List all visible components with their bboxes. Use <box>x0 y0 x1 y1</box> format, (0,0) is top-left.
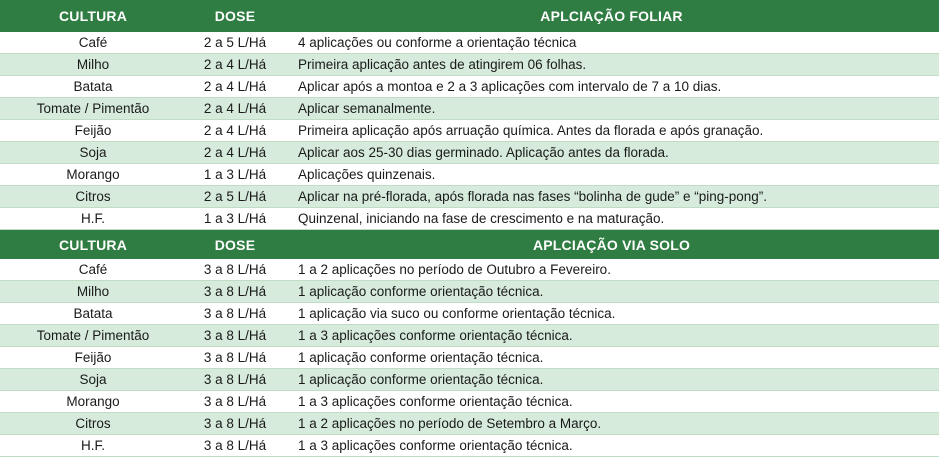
table-row <box>0 281 939 303</box>
cultura-cell: H.F. <box>0 208 186 230</box>
aplicacao-cell: Primeira aplicação antes de atingirem 06 folhas. <box>284 54 939 76</box>
cultura-cell: Citros <box>0 186 186 208</box>
table-row <box>0 391 939 413</box>
cultura-cell: Citros <box>0 413 186 435</box>
table-row <box>0 347 939 369</box>
table-row <box>0 32 939 54</box>
dose-cell: 3 a 8 L/Há <box>186 413 284 435</box>
table-row <box>0 142 939 164</box>
dose-cell: 2 a 4 L/Há <box>186 76 284 98</box>
header-dose: DOSE <box>214 236 256 253</box>
cultura-cell: Soja <box>0 142 186 164</box>
dose-cell: 3 a 8 L/Há <box>186 369 284 391</box>
cultura-cell: Tomate / Pimentão <box>0 98 186 120</box>
aplicacao-cell: 1 a 3 aplicações conforme orientação técnica. <box>284 325 939 347</box>
aplicacao-cell: Aplicar aos 25-30 dias germinado. Aplicação antes da florada. <box>284 142 939 164</box>
header-dose: DOSE <box>214 8 256 24</box>
cultura-cell: Tomate / Pimentão <box>0 325 186 347</box>
aplicacao-cell: Aplicar após a montoa e 2 a 3 aplicações com intervalo de 7 a 10 dias. <box>284 76 939 98</box>
cultura-cell: Morango <box>0 391 186 413</box>
dose-cell: 3 a 8 L/Há <box>186 435 284 457</box>
header-aplicacao-solo: APLCIAÇÃO VIA SOLO <box>532 236 691 253</box>
aplicacao-cell: 1 aplicação via suco ou conforme orientação técnica. <box>284 303 939 325</box>
aplicacao-cell: 1 aplicação conforme orientação técnica. <box>284 369 939 391</box>
table-row <box>0 76 939 98</box>
aplicacao-cell: 1 a 3 aplicações conforme orientação técnica. <box>284 435 939 457</box>
dose-cell: 3 a 8 L/Há <box>186 281 284 303</box>
aplicacao-cell: Primeira aplicação após arruação química. Antes da florada e após granação. <box>284 120 939 142</box>
table-row <box>0 259 939 281</box>
aplicacao-cell: 1 a 2 aplicações no período de Outubro a Fevereiro. <box>284 259 939 281</box>
aplicacao-cell: Aplicar semanalmente. <box>284 98 939 120</box>
aplicacao-cell: Aplicações quinzenais. <box>284 164 939 186</box>
table-row <box>0 120 939 142</box>
table-row <box>0 164 939 186</box>
cultura-cell: Café <box>0 32 186 54</box>
table-row <box>0 186 939 208</box>
dose-cell: 2 a 4 L/Há <box>186 120 284 142</box>
dose-cell: 2 a 4 L/Há <box>186 142 284 164</box>
aplicacao-cell: 1 a 3 aplicações conforme orientação técnica. <box>284 391 939 413</box>
cultura-cell: Batata <box>0 303 186 325</box>
cultura-cell: Batata <box>0 76 186 98</box>
table-row <box>0 208 939 230</box>
cultura-cell: H.F. <box>0 435 186 457</box>
cultura-cell: Milho <box>0 281 186 303</box>
aplicacao-cell: Aplicar na pré-florada, após florada nas fases “bolinha de gude” e “ping-pong”. <box>284 186 939 208</box>
dose-cell: 3 a 8 L/Há <box>186 347 284 369</box>
table-row <box>0 98 939 120</box>
cultura-cell: Feijão <box>0 120 186 142</box>
cultura-cell: Morango <box>0 164 186 186</box>
dose-cell: 2 a 5 L/Há <box>186 32 284 54</box>
dose-cell: 3 a 8 L/Há <box>186 325 284 347</box>
aplicacao-cell: 4 aplicações ou conforme a orientação técnica <box>284 32 939 54</box>
header-aplicacao-foliar: APLCIAÇÃO FOLIAR <box>540 8 683 24</box>
aplicacao-cell: Quinzenal, iniciando na fase de crescimento e na maturação. <box>284 208 939 230</box>
dose-cell: 2 a 5 L/Há <box>186 186 284 208</box>
aplicacao-cell: 1 aplicação conforme orientação técnica. <box>284 281 939 303</box>
table-row <box>0 54 939 76</box>
soil-header-row <box>0 230 939 259</box>
dose-cell: 2 a 4 L/Há <box>186 98 284 120</box>
header-cultura: CULTURA <box>58 8 128 24</box>
dose-cell: 3 a 8 L/Há <box>186 303 284 325</box>
table-row <box>0 369 939 391</box>
dose-cell: 3 a 8 L/Há <box>186 391 284 413</box>
table-row <box>0 413 939 435</box>
dose-cell: 2 a 4 L/Há <box>186 54 284 76</box>
aplicacao-cell: 1 a 2 aplicações no período de Setembro a Março. <box>284 413 939 435</box>
soil-application-table <box>0 230 939 457</box>
dose-cell: 1 a 3 L/Há <box>186 208 284 230</box>
header-cultura: CULTURA <box>58 236 128 253</box>
table-row <box>0 303 939 325</box>
cultura-cell: Café <box>0 259 186 281</box>
cultura-cell: Milho <box>0 54 186 76</box>
dose-cell: 3 a 8 L/Há <box>186 259 284 281</box>
cultura-cell: Soja <box>0 369 186 391</box>
table-row <box>0 325 939 347</box>
dose-cell: 1 a 3 L/Há <box>186 164 284 186</box>
foliar-header-row <box>0 0 939 32</box>
cultura-cell: Feijão <box>0 347 186 369</box>
aplicacao-cell: 1 aplicação conforme orientação técnica. <box>284 347 939 369</box>
